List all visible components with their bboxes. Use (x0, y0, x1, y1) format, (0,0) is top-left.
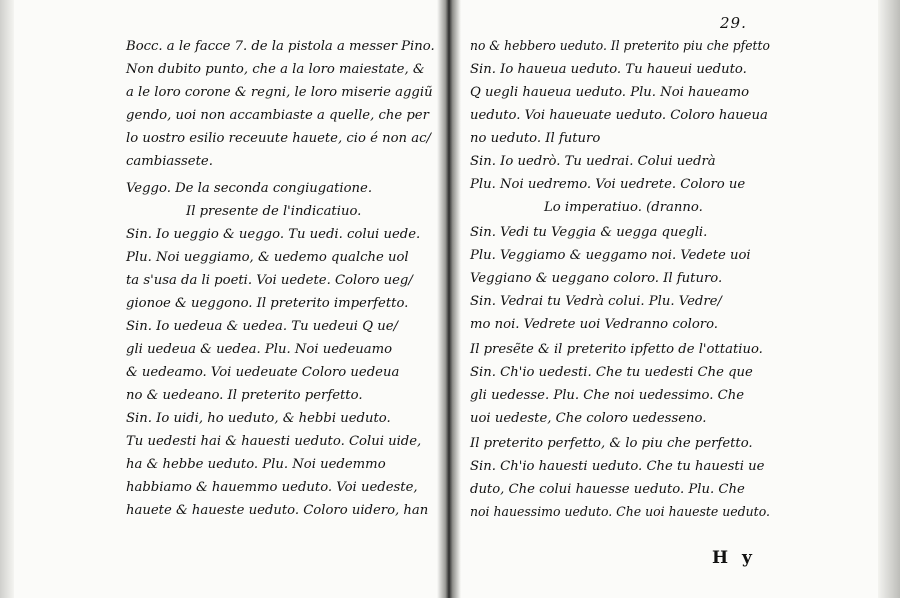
text-line: Sin. Io uedrò. Tu uedrai. Colui uedrà (470, 154, 716, 169)
text-line: Sin. Vedi tu Veggia & uegga quegli. (470, 225, 708, 240)
text-line: ha & hebbe ueduto. Plu. Noi uedemmo (126, 457, 386, 472)
left-page-edge (0, 0, 14, 598)
text-line: gli uedeua & uedea. Plu. Noi uedeuamo (126, 342, 393, 357)
right-page (470, 0, 770, 598)
page-number: 29. (720, 14, 747, 32)
text-line: noi hauessimo ueduto. Che uoi haueste ueduto. (470, 505, 770, 520)
text-line: Sin. Ch'io uedesti. Che tu uedesti Che que (470, 365, 753, 380)
text-line: Non dubito punto, che a la loro maiestate, & (126, 62, 425, 77)
text-line: Plu. Veggiamo & ueggamo noi. Vedete uoi (470, 248, 751, 263)
signature-mark: H y (712, 548, 756, 568)
text-line: duto, Che colui hauesse ueduto. Plu. Che (470, 482, 745, 497)
subsection-heading: Il presẽte & il preterito ipfetto de l'ottatiuo. (470, 342, 763, 357)
book-gutter (437, 0, 461, 598)
text-line: Tu uedesti hai & hauesti ueduto. Colui uide, (126, 434, 422, 449)
text-line: Sin. Ch'io hauesti ueduto. Che tu hauesti ue (470, 459, 765, 474)
text-line: lo uostro esilio receuute hauete, cio é non ac/ (126, 131, 431, 146)
text-line: hauete & haueste ueduto. Coloro uidero, han (126, 503, 429, 518)
subsection-heading: Il presente de l'indicatiuo. (186, 204, 362, 219)
right-page-edge (878, 0, 900, 598)
subsection-heading: Lo imperatiuo. (dranno. (544, 200, 703, 215)
text-line: no & uedeano. Il preterito perfetto. (126, 388, 363, 403)
text-line: a le loro corone & regni, le loro miserie aggiũ (126, 85, 433, 100)
text-line: Q uegli haueua ueduto. Plu. Noi haueamo (470, 85, 750, 100)
text-line: Veggiano & ueggano coloro. Il futuro. (470, 271, 723, 286)
left-page (126, 0, 438, 598)
text-line: Sin. Io uidi, ho ueduto, & hebbi ueduto. (126, 411, 391, 426)
text-line: Sin. Io ueggio & ueggo. Tu uedi. colui uede. (126, 227, 421, 242)
text-line: gionoe & ueggono. Il preterito imperfetto. (126, 296, 409, 311)
text-line: Sin. Vedrai tu Vedrà colui. Plu. Vedre/ (470, 294, 722, 309)
text-line: Plu. Noi ueggiamo, & uedemo qualche uol (126, 250, 409, 265)
text-line: no ueduto. Il futuro (470, 131, 601, 146)
subsection-heading: Il preterito perfetto, & lo piu che perfetto. (470, 436, 753, 451)
text-line: uoi uedeste, Che coloro uedesseno. (470, 411, 707, 426)
text-line: gli uedesse. Plu. Che noi uedessimo. Che (470, 388, 745, 403)
text-line: Plu. Noi uedremo. Voi uedrete. Coloro ue (470, 177, 746, 192)
text-line: & uedeamo. Voi uedeuate Coloro uedeua (126, 365, 400, 380)
text-line: mo noi. Vedrete uoi Vedranno coloro. (470, 317, 719, 332)
text-line: Sin. Io uedeua & uedea. Tu uedeui Q ue/ (126, 319, 398, 334)
section-heading: Veggo. De la seconda congiugatione. (126, 181, 373, 196)
text-line: no & hebbero ueduto. Il preterito piu che pfetto (470, 39, 770, 54)
text-line: Bocc. a le facce 7. de la pistola a messer Pino. (126, 39, 435, 54)
text-line: ta s'usa da li poeti. Voi uedete. Coloro ueg/ (126, 273, 413, 288)
text-line: ueduto. Voi haueuate ueduto. Coloro haueua (470, 108, 768, 123)
text-line: habbiamo & hauemmo ueduto. Voi uedeste, (126, 480, 418, 495)
text-line: cambiassete. (126, 154, 213, 169)
text-line: Sin. Io haueua ueduto. Tu haueui ueduto. (470, 62, 747, 77)
text-line: gendo, uoi non accambiaste a quelle, che per (126, 108, 429, 123)
